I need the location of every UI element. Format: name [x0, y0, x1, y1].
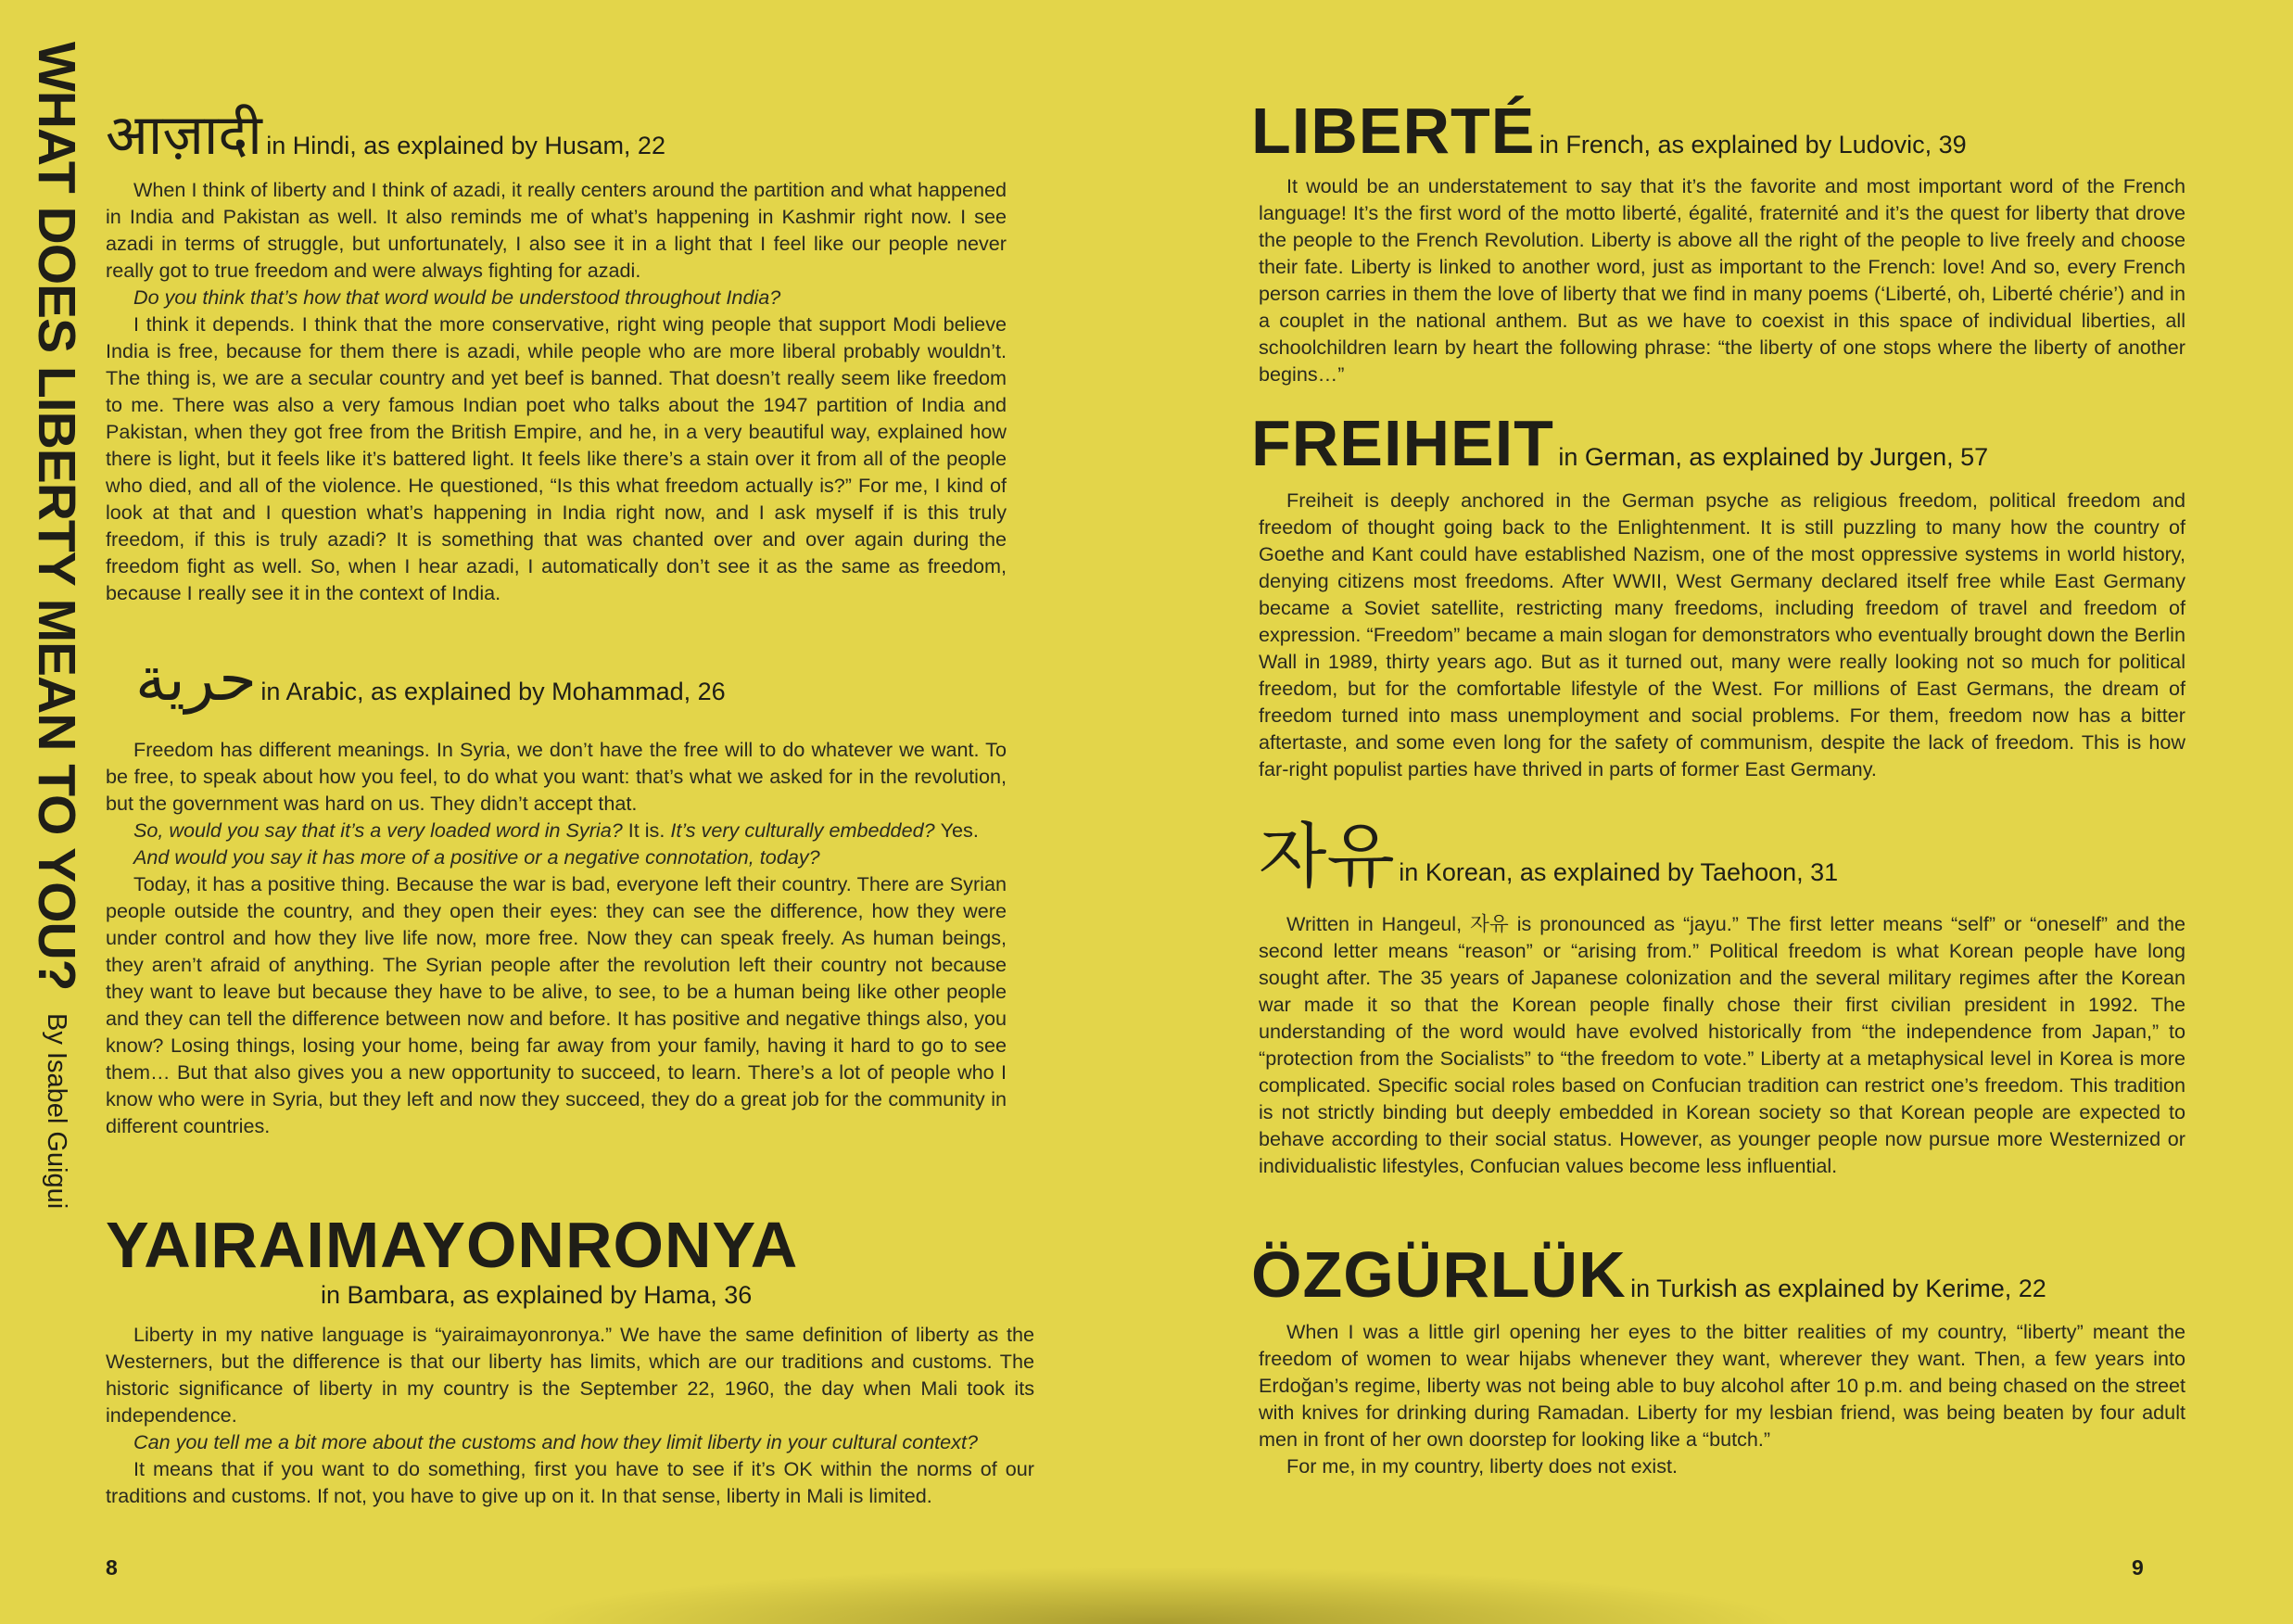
section-heading — [1251, 407, 2185, 479]
paragraph: It would be an understatement to say that it’s the favorite and most important word of the French language! It’s the first word of the motto liberté, égalité, fraternité and it’s the quest for liberty that drove the people to the French Revolution. Liberty is above all the right of the people to live freely and choose their fate. Liberty is linked to another word, just as important to the French: love! And so, every French person carries in them the love of liberty that we find in many poems (‘Liberté, oh, Liberté chérie’) and in a couplet in the national anthem. But as we have to coexist in this space of individual liberties, all schoolchildren learn by heart the following phrase: “the liberty of one stops where the liberty of another begins…” — [1259, 174, 2185, 386]
paragraph: I think it depends. I think that the more conservative, right wing people that support Modi believe India is free, because for them there is azadi, while people who are more liberal probably wouldn’t. The thing is, we are a secular country and yet beef is banned. That doesn’t really seem like freedom to me. There was also a very famous Indian poet who talks about the 1947 partition of India and Pakistan, when they got free from the British Empire, and he, in a very beautiful way, explained how there is light, but it feels like it’s battered light. It feels like there’s a stain over it from all of the people who died, and all of the violence. He questioned, “Is this what freedom actually is?” For me, I kind of look at that and I question what’s happening in India right now, and I ask myself if is this truly freedom, if this is truly azadi? It is something that was chanted over and over again during the freedom fight as well. So, when I hear azadi, I automatically don’t see it as the same as freedom, because I really see it in the context of India. — [106, 312, 1007, 604]
paragraph: Liberty in my native language is “yairaimayonronya.” We have the same definition of liberty as the Westerners, but the difference is that our liberty has limits, which are our traditions and customs. The historic significance of liberty in my country is the September 22, 1960, the day when Mali took its independence. — [106, 1323, 1034, 1427]
section-heading — [106, 103, 1007, 168]
section-subtitle: in German, as explained by Jurgen, 57 — [1558, 443, 1989, 471]
article-side-title — [26, 42, 87, 1209]
interview-question: It’s very culturally embedded? — [670, 818, 935, 842]
section-body — [1251, 1318, 2185, 1479]
section-body — [106, 736, 1007, 1139]
section-german — [1251, 407, 2185, 782]
interview-exchange — [106, 817, 1007, 844]
section-turkish — [1251, 1238, 2185, 1479]
article-title: WHAT DOES LIBERTY MEAN TO YOU? — [27, 42, 86, 991]
foreign-word: ÖZGÜRLÜK — [1251, 1238, 1627, 1311]
section-bambara — [106, 1209, 1034, 1509]
page-number-left: 8 — [106, 1555, 118, 1580]
section-korean — [1259, 815, 2185, 1179]
interview-answer: Yes. — [940, 818, 979, 842]
page-number-right: 9 — [2132, 1555, 2144, 1580]
section-hindi — [106, 103, 1007, 606]
paragraph: For me, in my country, liberty does not exist. — [1286, 1454, 1679, 1478]
foreign-word: FREIHEIT — [1251, 407, 1554, 479]
interview-question: So, would you say that it’s a very loaded word in Syria? — [133, 818, 623, 842]
paragraph: It means that if you want to do something, first you have to see if it’s OK within the norms of our traditions and customs. If not, you have to give up on it. In that sense, liberty in Mali is limited. — [106, 1457, 1034, 1507]
section-heading — [106, 643, 1007, 715]
article-byline: By Isabel Guigui — [42, 1012, 71, 1210]
section-french — [1251, 95, 2185, 387]
section-heading — [1259, 815, 2185, 897]
section-subtitle: in Turkish as explained by Kerime, 22 — [1630, 1275, 2046, 1302]
page-fold-shadow — [519, 1567, 1798, 1624]
foreign-word: 자유 — [1259, 815, 1395, 897]
foreign-word: LIBERTÉ — [1251, 95, 1536, 167]
section-heading — [1251, 95, 2185, 167]
paragraph: When I think of liberty and I think of azadi, it really centers around the partition and what happened in India and Pakistan as well. It also reminds me of what’s happening in Kashmir right now. I see azadi in terms of struggle, but unfortunately, I also see it in a light that I feel like our people never really got to true freedom and were always fighting for azadi. — [106, 178, 1007, 282]
paragraph: Today, it has a positive thing. Because the war is bad, everyone left their country. There are Syrian people outside the country, and they open their eyes: they can see the difference, how they were under control and how they live life now, more free. Now they can speak freely. As human beings, they aren’t afraid of anything. The Syrian people after the revolution left their country not because they want to leave but because they have to be alive, to see, to be a human being like other people and they can tell the difference between now and before. It has positive and negative things also, you know? Losing things, losing your home, being far away from your family, having it hard to go to see them… But that also gives you a new opportunity to succeed, to learn. There’s a lot of people who I know who were in Syria, but they left and now they succeed, they do a great job for the community in different countries. — [106, 872, 1007, 1137]
section-heading — [106, 1209, 1034, 1309]
section-arabic — [106, 643, 1007, 1139]
section-subtitle: in Arabic, as explained by Mohammad, 26 — [260, 678, 726, 705]
section-body — [106, 1321, 1034, 1509]
paragraph: Freedom has different meanings. In Syria, we don’t have the free will to do whatever we want. To be free, to speak about how you feel, to do what you want: that’s what we asked for in the revolution, but the government was hard on us. They didn’t accept that. — [106, 738, 1007, 815]
interview-question: Do you think that’s how that word would be understood throughout India? — [133, 285, 781, 309]
foreign-word: حرية — [135, 643, 257, 715]
foreign-word: YAIRAIMAYONRONYA — [106, 1209, 799, 1281]
section-body — [1251, 487, 2185, 782]
paragraph: Written in Hangeul, 자유 is pronounced as “jayu.” The first letter means “self” or “oneself” and the second letter means “reason” or “arising from.” Political freedom is what Korean people have long sought after. The 35 years of Japanese colonization and the several military regimes after the Korean war made it so that the Korean people finally chose their first civilian president in 1992. The understanding of the word would have evolved historically from “the independence from Japan,” to “protection from the Socialists” to “the freedom to vote.” Liberty at a metaphysical level in Korea is more complicated. Specific social roles based on Confucian tradition can restrict one’s freedom. This tradition is not strictly binding but deeply embedded in Korean society so that Korean people are expected to behave according to their social status. However, as younger people now pursue more Westernized or individualistic lifestyles, Confucian values become less influential. — [1259, 912, 2185, 1177]
foreign-word: आज़ादी — [106, 103, 262, 168]
section-subtitle: in Bambara, as explained by Hama, 36 — [321, 1281, 753, 1309]
section-subtitle: in Korean, as explained by Taehoon, 31 — [1399, 858, 1839, 886]
section-heading — [1251, 1238, 2185, 1311]
section-subtitle: in French, as explained by Ludovic, 39 — [1539, 131, 1967, 159]
section-body — [106, 176, 1007, 606]
paragraph: When I was a little girl opening her eyes to the bitter realities of my country, “liberty” meant the freedom of women to wear hijabs whenever they want, wherever they want. Then, a few years into Erdoğan’s regime, liberty was not being able to buy alcohol after 10 p.m. and being chased on the street with knives for drinking during Ramadan. Liberty for my lesbian friend, was being beaten by four adult men in front of her own doorstep for looking like a “butch.” — [1259, 1320, 2185, 1451]
paragraph: Freiheit is deeply anchored in the German psyche as religious freedom, political freedom and freedom of thought going back to the Enlightenment. It is still puzzling to many how the country of Goethe and Kant could have established Nazism, one of the most oppressive systems in world history, denying citizens most freedoms. After WWII, West Germany declared itself free while East Germany became a Soviet satellite, restricting many freedoms, including freedom of travel and freedom of expression. “Freedom” became a main slogan for demonstrators who eventually brought down the Berlin Wall in 1989, thirty years ago. But as it turned out, many were really looking not so much for political freedom, but for the comfortable lifestyle of the West. For millions of East Germans, the dream of freedom turned into mass unemployment and social problems. For them, freedom now has a bitter aftertaste, and some even long for the safety of communism, despite the lack of freedom. This is how far-right populist parties have thrived in parts of former East Germany. — [1259, 488, 2185, 780]
interview-question: Can you tell me a bit more about the customs and how they limit liberty in your cultural context? — [133, 1430, 978, 1453]
section-body — [1251, 172, 2185, 387]
interview-answer: It is. — [627, 818, 665, 842]
section-subtitle: in Hindi, as explained by Husam, 22 — [266, 132, 665, 159]
section-body — [1259, 910, 2185, 1179]
interview-question: And would you say it has more of a positive or a negative connotation, today? — [133, 845, 820, 869]
